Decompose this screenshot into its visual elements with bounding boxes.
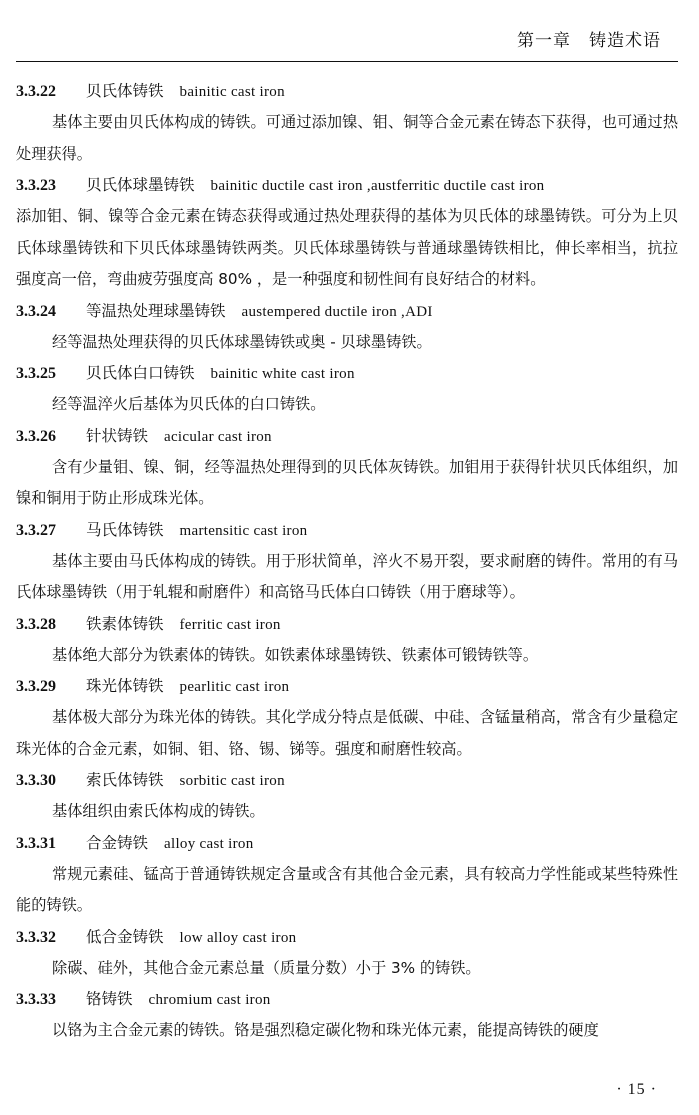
term-entry: [16, 358, 678, 421]
term-definition: 含有少量钼、镍、铜，经等温热处理得到的贝氏体灰铸铁。加钼用于获得针状贝氏体组织，加镍和铜用于防止形成珠光体。: [16, 457, 678, 507]
term-number: 3.3.24: [16, 302, 56, 320]
term-number: 3.3.31: [16, 834, 56, 852]
term-definition: 常规元素硅、锰高于普通铸铁规定含量或含有其他合金元素，具有较高力学性能或某些特殊性能的铸铁。: [16, 864, 678, 914]
term-chinese: 珠光体铸铁: [86, 677, 164, 695]
term-entry: [16, 515, 678, 609]
page-number: · 15 ·: [616, 1081, 657, 1098]
term-heading: [16, 170, 678, 201]
term-english: bainitic white cast iron: [210, 366, 355, 382]
term-entry: [16, 922, 678, 985]
term-heading: [16, 515, 678, 546]
term-entry: [16, 984, 678, 1047]
term-chinese: 马氏体铸铁: [86, 520, 164, 539]
term-heading: [16, 984, 678, 1015]
term-heading: [16, 609, 678, 640]
term-definition: 基体极大部分为珠光体的铸铁。其化学成分特点是低碳、中硅、含锰量稍高，常含有少量稳定珠光体的合金元素，如铜、钼、铬、锡、锑等。强度和耐磨性较高。: [16, 708, 678, 758]
term-definition: 以铬为主合金元素的铸铁。铬是强烈稳定碳化物和珠光体元素，能提高铸铁的硬度: [52, 1021, 599, 1039]
term-chinese: 索氏体铸铁: [86, 771, 164, 789]
term-definition: 基体主要由马氏体构成的铸铁。用于形状简单，淬火不易开裂，要求耐磨的铸件。常用的有马氏体球墨铸铁（用于轧辊和耐磨件）和高铬马氏体白口铸铁（用于磨球等）。: [16, 551, 678, 601]
term-list: [16, 76, 678, 1047]
term-english: chromium cast iron: [148, 992, 271, 1008]
term-english: bainitic cast iron: [179, 84, 285, 100]
term-definition: 基体绝大部分为铁素体的铸铁。如铁素体球墨铸铁、铁素体可锻铸铁等。: [52, 645, 538, 664]
term-heading: [16, 421, 678, 452]
term-entry: [16, 671, 678, 765]
term-number: 3.3.33: [16, 991, 56, 1008]
term-chinese: 贝氏体球墨铸铁: [86, 176, 195, 194]
term-definition: 经等温热处理获得的贝氏体球墨铸铁或奥 - 贝球墨铸铁。: [52, 332, 432, 351]
term-chinese: 低合金铸铁: [86, 927, 164, 946]
term-chinese: 铁素体铸铁: [86, 614, 164, 633]
term-heading: [16, 358, 678, 389]
term-definition: 添加钼、铜、镍等合金元素在铸态获得或通过热处理获得的基体为贝氏体的球墨铸铁。可分为上贝氏体球墨铸铁和下贝氏体球墨铸铁两类。贝氏体球墨铸铁与普通球墨铸铁相比，伸长率相当，抗拉强度高一倍，弯曲疲劳强度高 80% ，是一种强度和韧性间有良好结合的材料。: [16, 207, 678, 288]
term-number: 3.3.25: [16, 365, 56, 382]
term-number: 3.3.32: [16, 928, 56, 946]
term-heading: [16, 765, 678, 796]
term-definition: 除碳、硅外，其他合金元素总量（质量分数）小于 3% 的铸铁。: [52, 958, 481, 977]
term-entry: [16, 170, 678, 296]
term-definition: 基体组织由索氏体构成的铸铁。: [52, 802, 265, 820]
running-header: 第一章 铸造术语: [517, 31, 661, 51]
term-definition: 基体主要由贝氏体构成的铸铁。可通过添加镍、钼、铜等合金元素在铸态下获得，也可通过热处理获得。: [16, 113, 678, 163]
term-heading: [16, 922, 678, 953]
term-entry: [16, 828, 678, 922]
term-english: low alloy cast iron: [179, 929, 297, 946]
term-chinese: 贝氏体白口铸铁: [86, 364, 195, 382]
term-entry: [16, 296, 678, 359]
header-rule: [16, 61, 678, 62]
term-chinese: 针状铸铁: [86, 426, 149, 445]
term-heading: [16, 296, 678, 327]
term-number: 3.3.23: [16, 177, 56, 194]
term-heading: [16, 76, 678, 107]
term-heading: [16, 671, 678, 702]
term-english: acicular cast iron: [164, 428, 272, 445]
term-english: bainitic ductile cast iron ,austferritic ductile cast iron: [210, 178, 545, 194]
term-english: alloy cast iron: [164, 835, 254, 852]
term-chinese: 铬铸铁: [86, 990, 133, 1008]
term-english: sorbitic cast iron: [179, 773, 285, 789]
term-chinese: 等温热处理球墨铸铁: [86, 301, 226, 320]
term-number: 3.3.27: [16, 521, 56, 539]
term-english: pearlitic cast iron: [179, 679, 290, 695]
term-number: 3.3.29: [16, 678, 56, 695]
term-entry: [16, 765, 678, 828]
term-number: 3.3.30: [16, 772, 56, 789]
term-english: martensitic cast iron: [179, 522, 308, 539]
term-entry: [16, 76, 678, 170]
term-english: austempered ductile iron ,ADI: [241, 303, 433, 320]
term-entry: [16, 421, 678, 515]
term-chinese: 合金铸铁: [86, 833, 149, 852]
term-entry: [16, 609, 678, 672]
term-english: ferritic cast iron: [179, 616, 281, 633]
term-heading: [16, 828, 678, 859]
term-definition: 经等温淬火后基体为贝氏体的白口铸铁。: [52, 395, 326, 413]
term-number: 3.3.28: [16, 615, 56, 633]
term-number: 3.3.22: [16, 83, 56, 100]
term-chinese: 贝氏体铸铁: [86, 82, 164, 100]
term-number: 3.3.26: [16, 427, 56, 445]
